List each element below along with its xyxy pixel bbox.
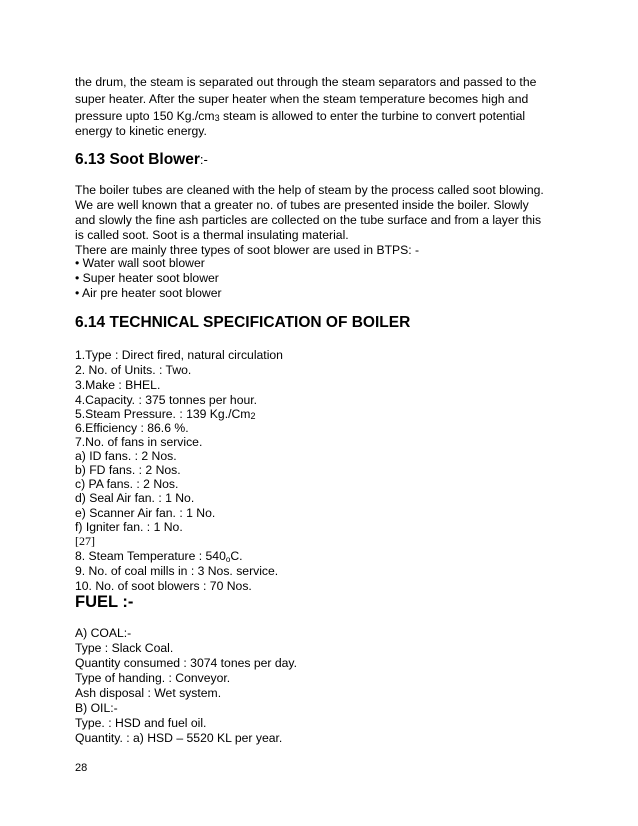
intro-subscript: 3 [214,113,220,123]
pressure-subscript: 2 [250,411,256,421]
spec-item: 1.Type : Direct fired, natural circulation [75,348,283,362]
temperature-text: 8. Steam Temperature : 540 [75,549,226,563]
fuel-line: Type. : HSD and fuel oil. [75,716,207,730]
reference-marker: [27] [75,534,95,548]
spec-item: 6.Efficiency : 86.6 %. [75,421,189,435]
fuel-line: A) COAL:- [75,626,132,640]
spec-item: c) PA fans. : 2 Nos. [75,477,179,491]
fuel-line: Quantity consumed : 3074 tones per day. [75,656,297,670]
spec-item: f) Igniter fan. : 1 No. [75,520,183,534]
pressure-text: 5.Steam Pressure. : 139 Kg./Cm [75,407,251,421]
soot-paragraph-line-4: is called soot. Soot is a thermal insulating material. [75,228,349,242]
list-item: • Super heater soot blower [75,271,219,285]
intro-line-3a: pressure upto 150 Kg./cm [75,109,215,123]
section-heading-fuel: FUEL :- [75,593,134,611]
soot-heading-suffix: :- [199,152,208,167]
soot-paragraph-line-3: and slowly the fine ash particles are collected on the tube surface and from a layer this [75,213,542,227]
spec-item: e) Scanner Air fan. : 1 No. [75,506,216,520]
intro-line-1: the drum, the steam is separated out through the steam separators and passed to the [75,75,537,89]
intro-line-3b: steam is allowed to enter the turbine to convert potential [219,109,526,123]
fuel-line: Quantity. : a) HSD – 5520 KL per year. [75,731,283,745]
list-item: • Air pre heater soot blower [75,286,222,300]
soot-heading-text: 6.13 Soot Blower [75,151,200,168]
page-number: 28 [75,762,88,774]
soot-paragraph-line-1: The boiler tubes are cleaned with the help of steam by the process called soot blowing. [75,183,544,197]
section-heading-soot-blower [75,151,208,169]
list-item: • Water wall soot blower [75,256,205,270]
spec-item: 3.Make : BHEL. [75,378,161,392]
spec-item: 4.Capacity. : 375 tonnes per hour. [75,393,258,407]
fuel-line: B) OIL:- [75,701,118,715]
degree-symbol: o [225,555,231,564]
spec-item: 10. No. of soot blowers : 70 Nos. [75,579,252,593]
temperature-unit: C. [230,549,243,563]
section-heading-technical-specification: 6.14 TECHNICAL SPECIFICATION OF BOILER [75,314,411,331]
spec-item: a) ID fans. : 2 Nos. [75,449,177,463]
fuel-line: Type : Slack Coal. [75,641,174,655]
spec-item: d) Seal Air fan. : 1 No. [75,491,195,505]
fuel-line: Type of handing. : Conveyor. [75,671,231,685]
spec-item: 9. No. of coal mills in : 3 Nos. service. [75,564,279,578]
spec-item: 2. No. of Units. : Two. [75,363,192,377]
fuel-line: Ash disposal : Wet system. [75,686,222,700]
soot-paragraph-line-2: We are well known that a greater no. of tubes are presented inside the boiler. Slowly [75,198,529,212]
spec-item: b) FD fans. : 2 Nos. [75,463,181,477]
soot-paragraph-line-5: There are mainly three types of soot blower are used in BTPS: - [75,243,420,257]
intro-line-4: energy to kinetic energy. [75,124,207,138]
spec-item: 7.No. of fans in service. [75,435,203,449]
intro-line-2: super heater. After the super heater when the steam temperature becomes high and [75,92,529,106]
